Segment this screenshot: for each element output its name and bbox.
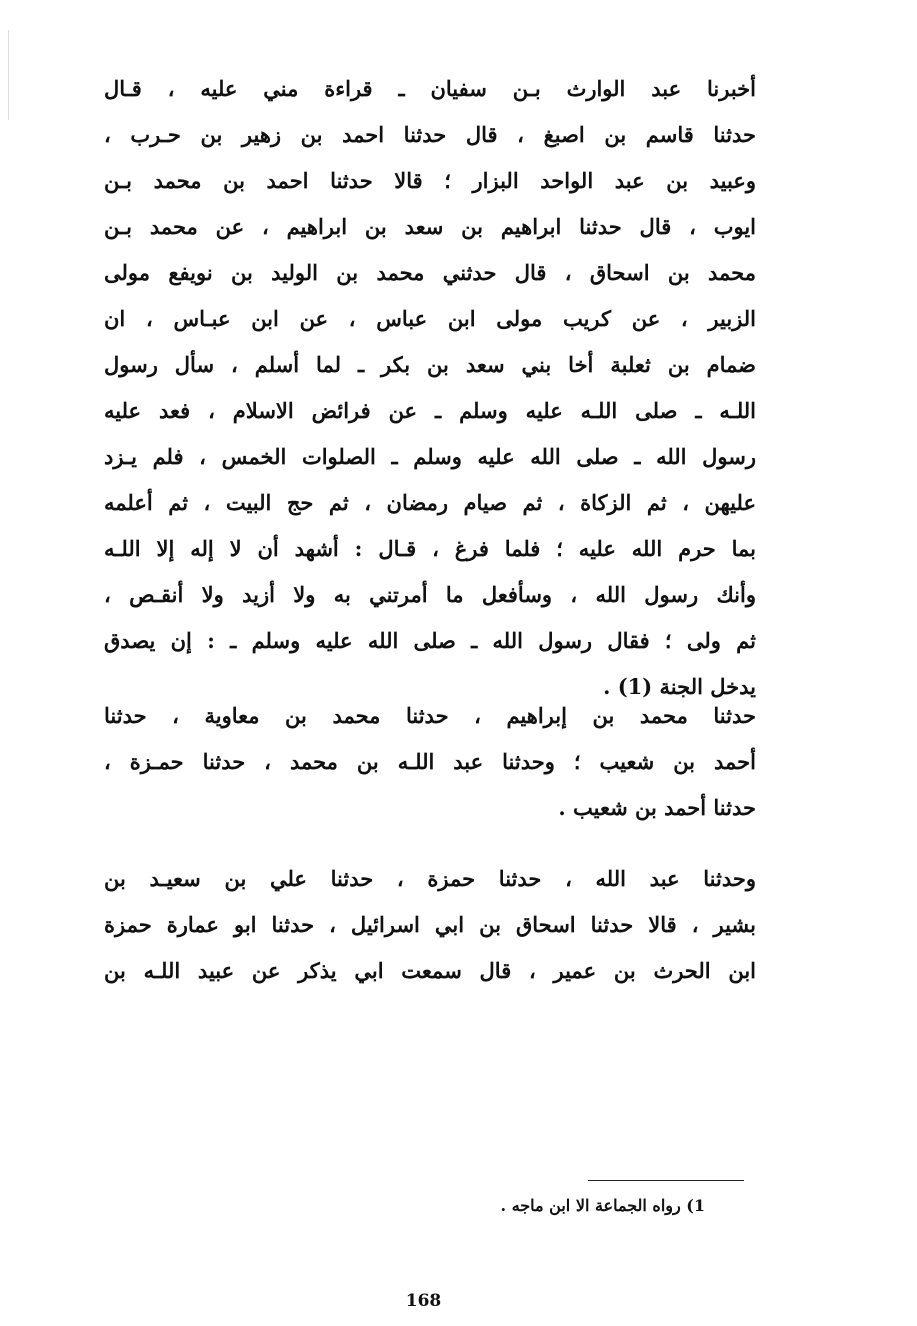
paragraph-3 [104, 856, 756, 994]
text-line: ضمام بن ثعلبة أخا بني سعد بن بكر ـ لما أسلم ، سأل رسول [104, 352, 756, 377]
text-line: اللـه ـ صلى اللـه عليه وسلم ـ عن فرائض الاسلام ، فعد عليه [104, 398, 756, 423]
text-line: الزبير ، عن كريب مولى ابن عباس ، عن ابن عبـاس ، ان [104, 306, 756, 331]
text-line: ابن الحرث بن عمير ، قال سمعت ابي يذكر عن عبيد اللـه بن [104, 958, 756, 983]
text-line: ايوب ، قال حدثنا ابراهيم بن سعد بن ابراهيم ، عن محمد بـن [104, 214, 756, 239]
text-line: رسول الله ـ صلى الله عليه وسلم ـ الصلوات الخمس ، فلم يـزد [104, 444, 756, 469]
text-line: ثم ولى ؛ فقال رسول الله ـ صلى الله عليه وسلم ـ : إن يصدق [104, 628, 756, 653]
text-line: أخبرنا عبد الوارث بـن سفيان ـ قراءة مني عليه ، قـال [104, 76, 756, 101]
text-line: بما حرم الله عليه ؛ فلما فرغ ، قـال : أشهد أن لا إله إلا اللـه [104, 536, 756, 561]
page-number: 168 [405, 1291, 442, 1311]
text-line: وأنك رسول الله ، وسأفعل ما أمرتني به ولا أزيد ولا أنقـص ، [104, 582, 756, 607]
text-line: محمد بن اسحاق ، قال حدثني محمد بن الوليد بن نويفع مولى [104, 260, 756, 285]
text-line: أحمد بن شعيب ؛ وحدثنا عبد اللـه بن محمد ، حدثنا حمـزة ، [104, 749, 756, 774]
text-line: يدخل الجنة (1) . [603, 674, 756, 699]
text-line: حدثنا قاسم بن اصبغ ، قال حدثنا احمد بن زهير بن حـرب ، [104, 122, 756, 147]
paragraph-2 [104, 693, 756, 831]
text-line: وحدثنا عبد الله ، حدثنا حمزة ، حدثنا علي بن سعيـد بن [104, 866, 756, 891]
text-line: وعبيد بن عبد الواحد البزار ؛ قالا حدثنا احمد بن محمد بـن [104, 168, 756, 193]
text-line: حدثنا محمد بن إبراهيم ، حدثنا محمد بن معاوية ، حدثنا [104, 703, 756, 728]
text-line: بشير ، قالا حدثنا اسحاق بن ابي اسرائيل ، حدثنا ابو عمارة حمزة [104, 912, 756, 937]
text-line: حدثنا أحمد بن شعيب . [558, 795, 756, 820]
footnote: 1) رواه الجماعة الا ابن ماجه . [500, 1196, 705, 1215]
paragraph-1 [104, 66, 756, 710]
text-line: عليهن ، ثم الزكاة ، ثم صيام رمضان ، ثم حج البيت ، ثم أعلمه [104, 490, 756, 515]
scan-edge-mark [8, 30, 9, 120]
footnote-divider [588, 1180, 744, 1181]
